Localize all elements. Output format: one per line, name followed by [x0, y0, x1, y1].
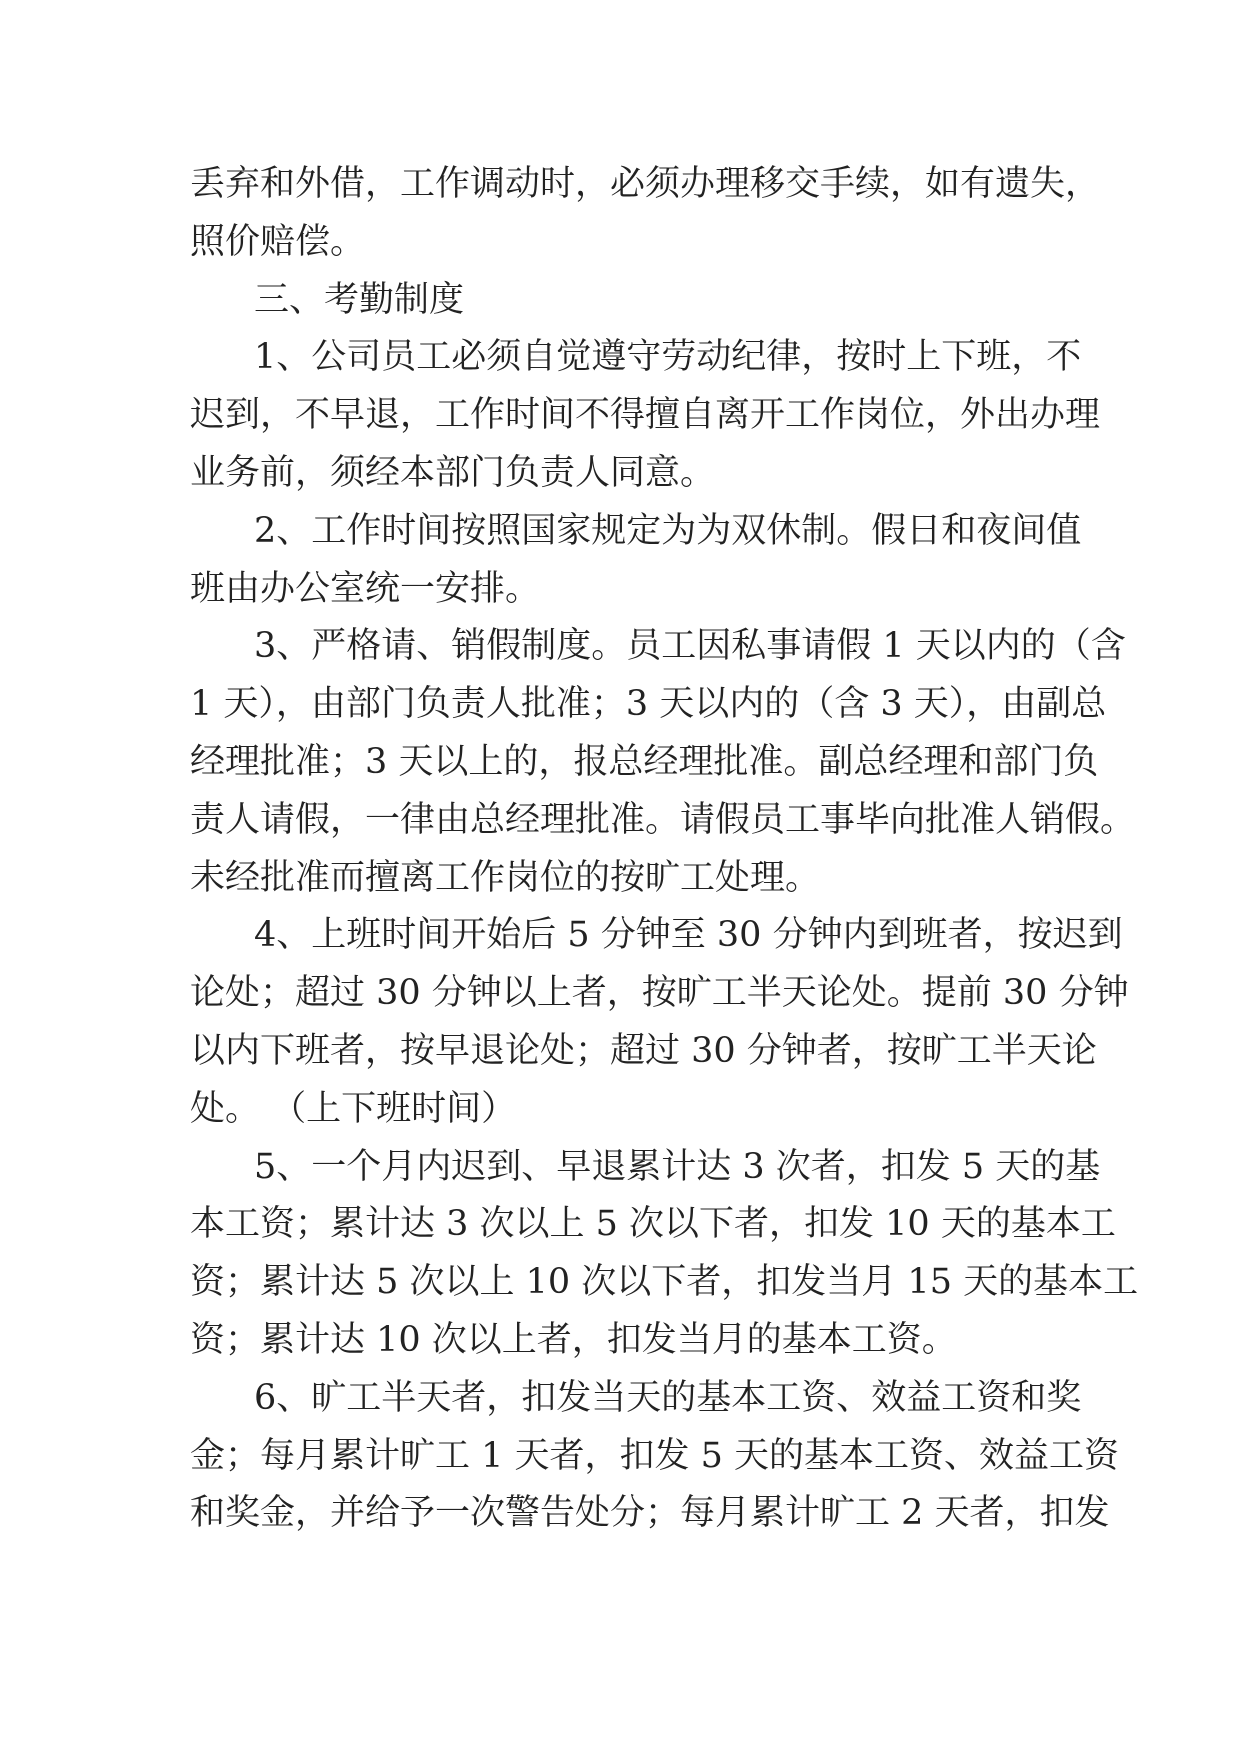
text-line: 班由办公室统一安排。	[190, 568, 541, 609]
text-line: 资；累计达 10 次以上者，扣发当月的基本工资。	[190, 1319, 957, 1360]
text-line: 2、工作时间按照国家规定为为双休制。假日和夜间值	[254, 510, 1082, 551]
text-line: 照价赔偿。	[190, 221, 366, 262]
text-line: 论处；超过 30 分钟以上者，按旷工半天论处。提前 30 分钟	[190, 973, 1129, 1014]
text-line: 5、一个月内迟到、早退累计达 3 次者，扣发 5 天的基	[254, 1146, 1101, 1187]
text-line: 1 天），由部门负责人批准；3 天以内的（含 3 天），由副总	[190, 684, 1107, 725]
section-heading: 三、考勤制度	[254, 279, 465, 320]
text-line: 处。 （上下班时间）	[190, 1088, 517, 1129]
text-line: 资；累计达 5 次以上 10 次以下者，扣发当月 15 天的基本工	[190, 1262, 1139, 1303]
text-line: 经理批准；3 天以上的，报总经理批准。副总经理和部门负	[190, 741, 1099, 782]
text-line: 责人请假，一律由总经理批准。请假员工事毕向批准人销假。	[190, 799, 1136, 840]
text-line: 未经批准而擅离工作岗位的按旷工处理。	[190, 857, 821, 898]
text-line: 丢弃和外借，工作调动时，必须办理移交手续，如有遗失，	[190, 164, 1101, 204]
text-line: 迟到，不早退，工作时间不得擅自离开工作岗位，外出办理	[190, 395, 1101, 436]
text-line: 1、公司员工必须自觉遵守劳动纪律，按时上下班，不	[254, 337, 1082, 378]
text-line: 以内下班者，按早退论处；超过 30 分钟者，按旷工半天论	[190, 1030, 1097, 1071]
text-line: 6、旷工半天者，扣发当天的基本工资、效益工资和奖	[254, 1377, 1082, 1418]
text-line: 金；每月累计旷工 1 天者，扣发 5 天的基本工资、效益工资	[190, 1435, 1120, 1476]
text-line: 和奖金，并给予一次警告处分；每月累计旷工 2 天者，扣发	[190, 1493, 1110, 1534]
document-body	[190, 156, 1139, 1543]
text-line: 3、严格请、销假制度。员工因私事请假 1 天以内的（含	[254, 626, 1126, 667]
text-line: 4、上班时间开始后 5 分钟至 30 分钟内到班者，按迟到	[254, 915, 1123, 956]
text-line: 业务前，须经本部门负责人同意。	[190, 452, 716, 493]
text-line: 本工资；累计达 3 次以上 5 次以下者，扣发 10 天的基本工	[190, 1204, 1116, 1245]
